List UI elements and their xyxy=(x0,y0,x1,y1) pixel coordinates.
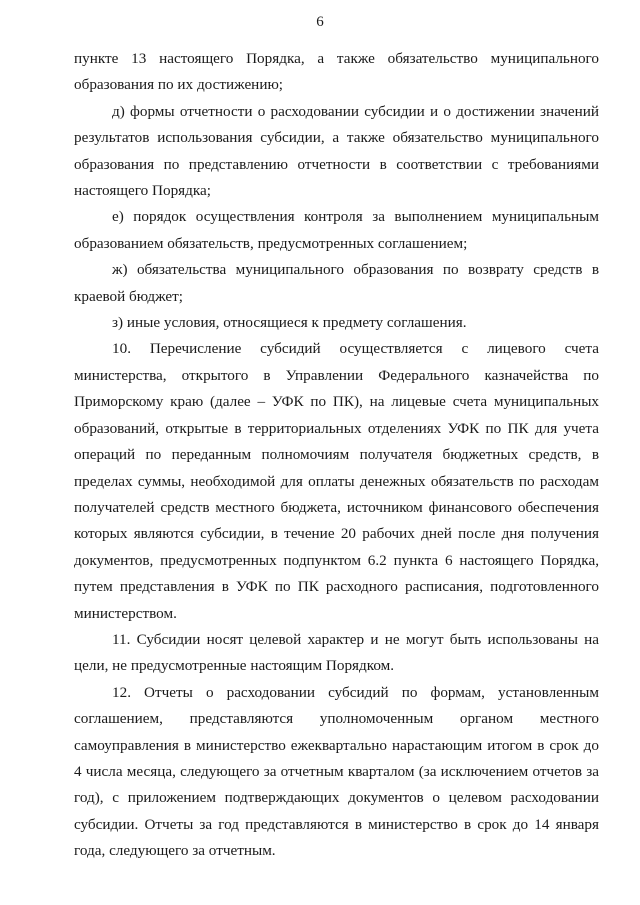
page-number: 6 xyxy=(316,14,324,30)
paragraph-clause-12: 12. Отчеты о расходовании субсидий по формам, установленным соглашением, представляются уполномоченным органом местного самоуправления в министерство ежеквартально нарастающим итогом в срок до 4 числа месяца, следующего за отчетным кварталом (за исключением отчетов за год), с приложением подтверждающих документов о целевом расходовании субсидии. Отчеты за год представляются в министерство в срок до 14 января года, следующего за отчетным. xyxy=(74,683,599,860)
paragraph-item-z: з) иные условия, относящиеся к предмету соглашения. xyxy=(112,314,467,332)
paragraph-item-e: е) порядок осуществления контроля за выполнением муниципальным образованием обязательств, предусмотренных соглашением; xyxy=(74,208,599,252)
document-body xyxy=(74,46,599,865)
paragraph-item-zh: ж) обязательства муниципального образования по возврату средств в краевой бюджет; xyxy=(74,261,599,305)
paragraph-item-d: д) формы отчетности о расходовании субсидии и о достижении значений результатов использования субсидии, а также обязательство муниципального образования по представлению отчетности в соответствии с требованиями настоящего Порядка; xyxy=(74,102,599,200)
paragraph-continuation: пункте 13 настоящего Порядка, а также обязательство муниципального образования по их достижению; xyxy=(74,50,599,94)
paragraph-clause-11: 11. Субсидии носят целевой характер и не могут быть использованы на цели, не предусмотренные настоящим Порядком. xyxy=(74,630,599,675)
paragraph-clause-10: 10. Перечисление субсидий осуществляется с лицевого счета министерства, открытого в Управлении Федерального казначейства по Приморскому краю (далее – УФК по ПК), на лицевые счета муниципальных образований, открытые в территориальных отделениях УФК по ПК для учета операций по переданным полномочиям получателя бюджетных средств, в пределах суммы, необходимой для оплаты денежных обязательств по расходам получателей средств местного бюджета, источником финансового обеспечения которых являются субсидии, в течение 20 рабочих дней после дня получения документов, предусмотренных подпунктом 6.2 пункта 6 настоящего Порядка, путем представления в УФК по ПК расходного расписания, подготовленного министерством. xyxy=(74,340,599,622)
